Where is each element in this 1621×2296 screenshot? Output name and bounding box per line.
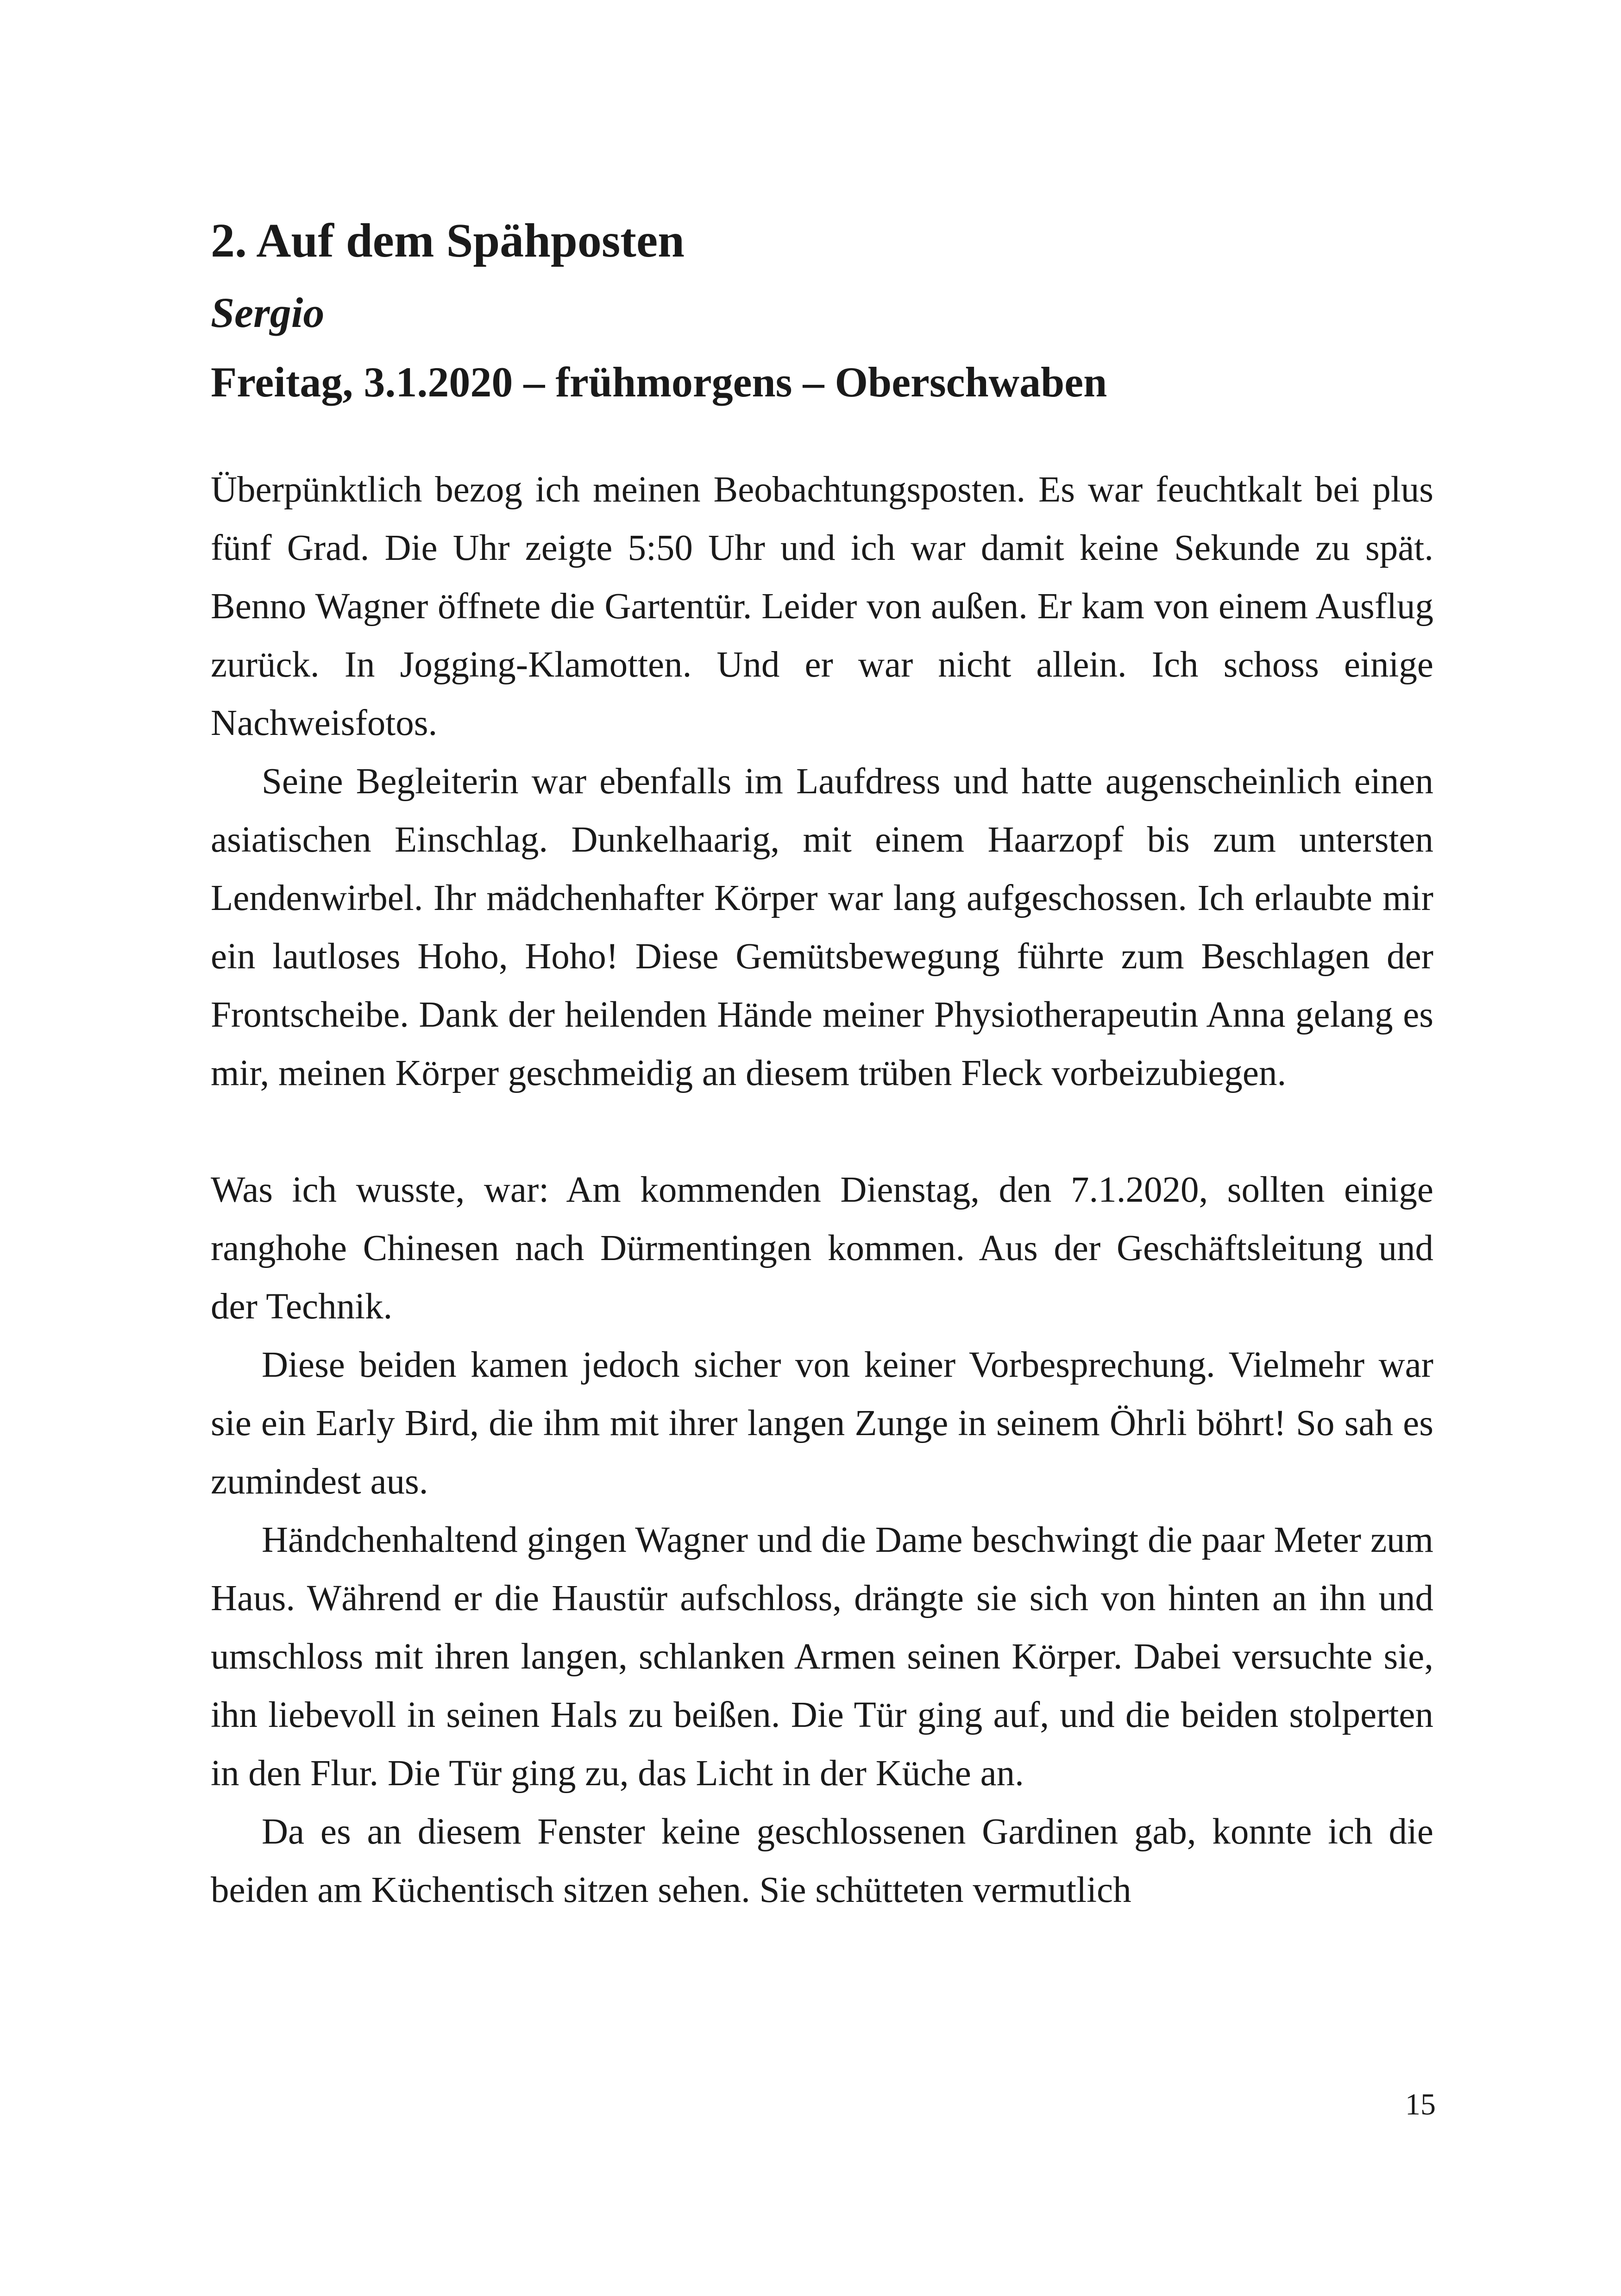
- paragraph: Diese beiden kamen jedoch sicher von keiner Vorbesprechung. Vielmehr war sie ein Early Bird, die ihm mit ihrer langen Zunge in seinem Öhrli böhrt! So sah es zumindest aus.: [211, 1345, 1433, 1502]
- paragraph: Händchenhaltend gingen Wagner und die Dame beschwingt die paar Meter zum Haus. Während er die Haustür aufschloss, drängte sie sich von hinten an ihn und umschloss mit ihren langen, schlanken Armen seinen Körper. Dabei versuchte sie, ihn liebevoll in seinen Hals zu beißen. Die Tür ging auf, und die beiden stolperten in den Flur. Die Tür ging zu, das Licht in der Küche an.: [211, 1520, 1433, 1794]
- chapter-title: 2. Auf dem Spähposten: [211, 214, 685, 267]
- paragraph: Seine Begleiterin war ebenfalls im Laufdress und hatte augenscheinlich einen asiatischen Einschlag. Dunkelhaarig, mit einem Haarzopf bis zum untersten Lendenwirbel. Ihr mädchenhafter Körper war lang aufgeschossen. Ich erlaubte mir ein lautloses Hoho, Hoho! Diese Gemütsbewegung führte zum Beschlagen der Frontscheibe. Dank der heilenden Hände meiner Physiotherapeutin Anna gelang es mir, meinen Körper geschmeidig an diesem trüben Fleck vorbeizubiegen.: [211, 761, 1433, 1093]
- body-text: [211, 461, 1433, 1920]
- paragraph: Da es an diesem Fenster keine geschlossenen Gardinen gab, konnte ich die beiden am Küchentisch sitzen sehen. Sie schütteten vermutlich: [211, 1812, 1433, 1910]
- dateline: Freitag, 3.1.2020 – frühmorgens – Oberschwaben: [211, 358, 1107, 406]
- narrator-name: Sergio: [211, 289, 325, 336]
- paragraph: Überpünktlich bezog ich meinen Beobachtungsposten. Es war feuchtkalt bei plus fünf Grad. Die Uhr zeigte 5:50 Uhr und ich war damit keine Sekunde zu spät. Benno Wagner öffnete die Gartentür. Leider von außen. Er kam von einem Ausflug zurück. In Jogging-Klamotten. Und er war nicht allein. Ich schoss einige Nachweisfotos.: [211, 470, 1433, 743]
- page-number: 15: [1405, 2088, 1436, 2121]
- section-break: [211, 1103, 1433, 1161]
- chapter-heading: [211, 204, 1433, 417]
- paragraph: Was ich wusste, war: Am kommenden Dienstag, den 7.1.2020, sollten einige ranghohe Chinesen nach Dürmentingen kommen. Aus der Geschäftsleitung und der Technik.: [211, 1170, 1433, 1327]
